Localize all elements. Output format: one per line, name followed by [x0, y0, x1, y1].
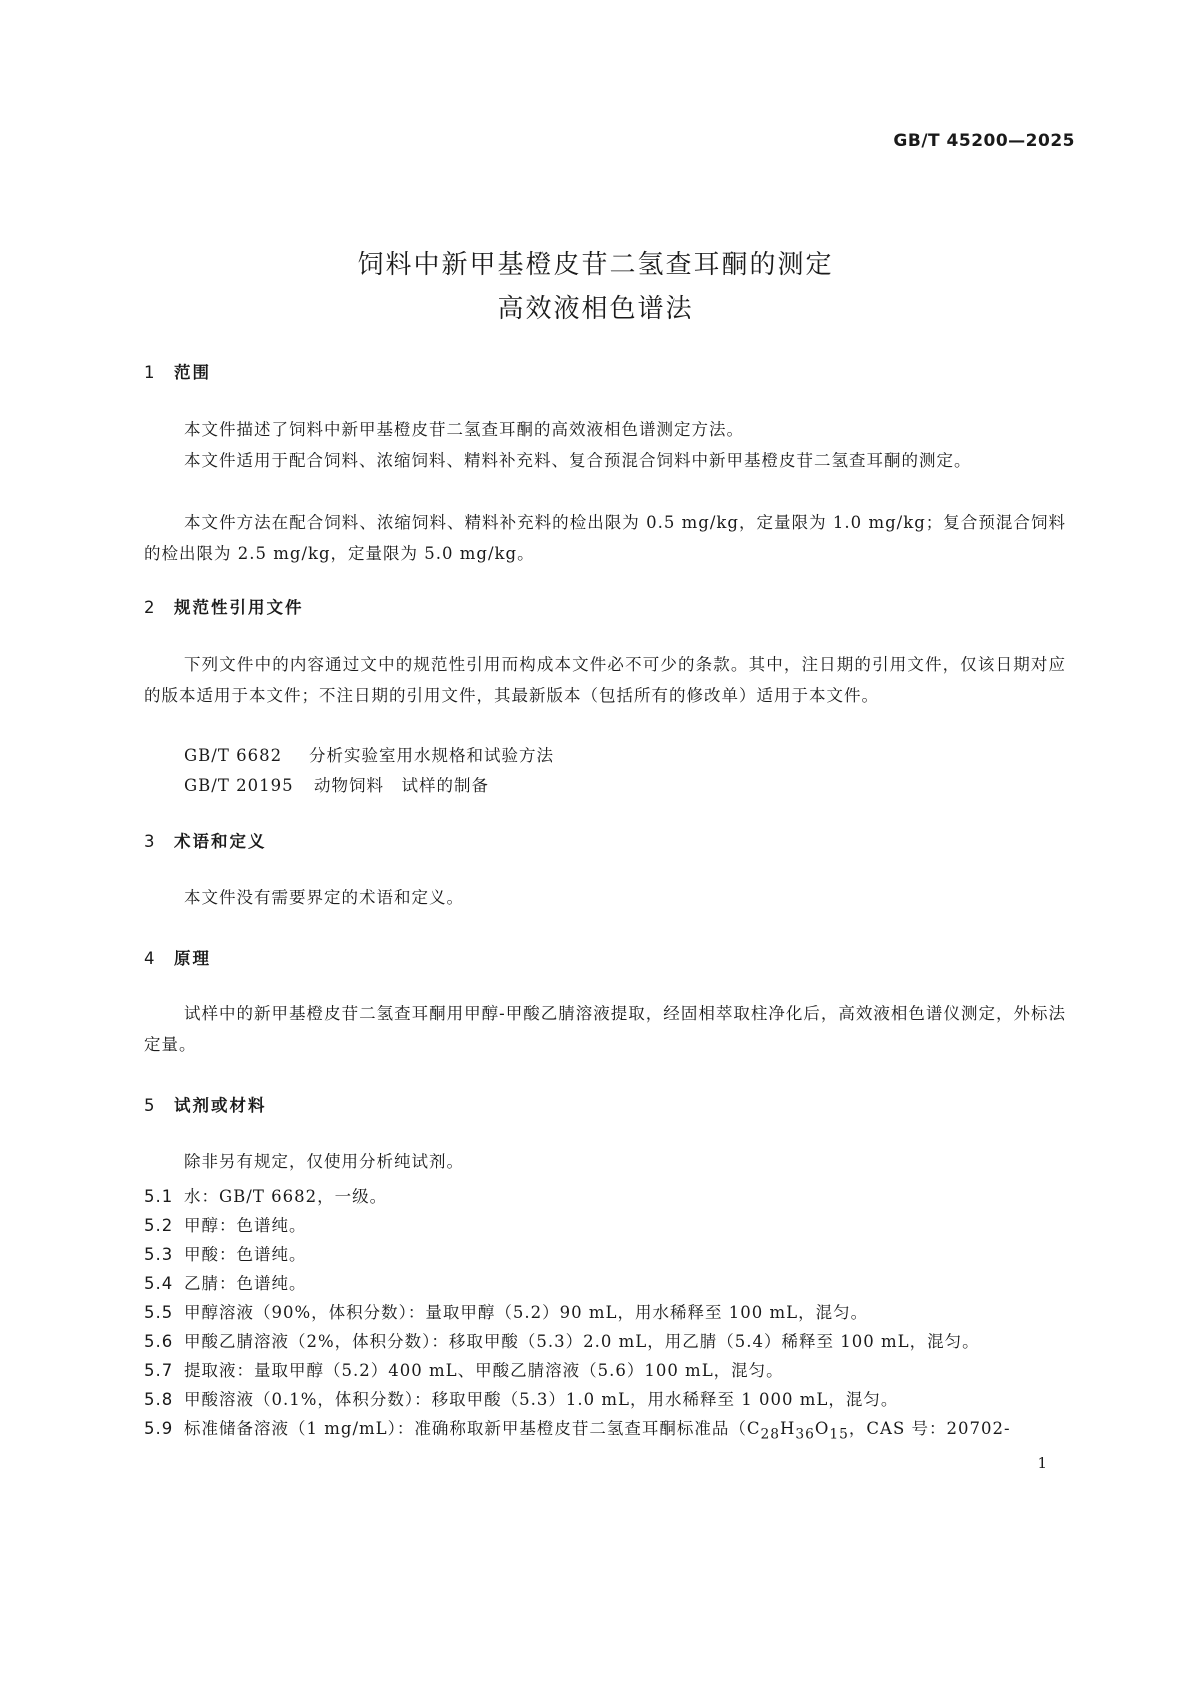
- paragraph: 本文件没有需要界定的术语和定义。: [184, 888, 464, 907]
- section-title: 试剂或材料: [174, 1096, 267, 1115]
- paragraph: 下列文件中的内容通过文中的规范性引用而构成本文件必不可少的条款。其中，注日期的引用文件，仅该日期对应的版本适用于本文件；不注日期的引用文件，其最新版本（包括所有的修改单）适用于本文件。: [144, 655, 1066, 705]
- section-number: 3: [144, 832, 157, 851]
- reference-code: GB/T 20195: [184, 776, 294, 795]
- reference-title: 分析实验室用水规格和试验方法: [309, 746, 554, 765]
- paragraph: 本文件描述了饲料中新甲基橙皮苷二氢查耳酮的高效液相色谱测定方法。: [184, 420, 744, 439]
- list-item: [144, 1415, 1066, 1442]
- section-title: 规范性引用文件: [174, 598, 304, 617]
- item-text: [184, 1419, 1011, 1443]
- section-5-heading: [144, 1092, 267, 1116]
- item-number: 5.4: [144, 1274, 174, 1293]
- item-text: 提取液：量取甲醇（5.2）400 mL、甲酸乙腈溶液（5.6）100 mL，混匀。: [184, 1361, 784, 1380]
- item-text-part: ，CAS 号：20702-: [848, 1419, 1011, 1438]
- paragraph: 除非另有规定，仅使用分析纯试剂。: [184, 1152, 464, 1171]
- section-1-heading: [144, 359, 211, 383]
- item-number: 5.6: [144, 1332, 174, 1351]
- subscript: 28: [760, 1426, 780, 1443]
- item-text: 甲醇溶液（90%，体积分数）：量取甲醇（5.2）90 mL，用水稀释至 100 mL，混匀。: [184, 1303, 869, 1322]
- item-text: 水：GB/T 6682，一级。: [184, 1187, 388, 1206]
- item-text: 甲酸乙腈溶液（2%，体积分数）：移取甲酸（5.3）2.0 mL，用乙腈（5.4）稀释至 100 mL，混匀。: [184, 1332, 980, 1351]
- item-number: 5.9: [144, 1419, 174, 1438]
- item-text-part: H: [780, 1419, 796, 1438]
- item-number: 5.5: [144, 1303, 174, 1322]
- list-item: [144, 1386, 1066, 1410]
- standard-code: GB/T 45200—2025: [893, 131, 1075, 151]
- paragraph: 试样中的新甲基橙皮苷二氢查耳酮用甲醇-甲酸乙腈溶液提取，经固相萃取柱净化后，高效液相色谱仪测定，外标法定量。: [144, 1004, 1066, 1054]
- item-text-part: O: [814, 1419, 830, 1438]
- item-text: 甲醇：色谱纯。: [184, 1216, 307, 1235]
- item-number: 5.2: [144, 1216, 174, 1235]
- reference-code: GB/T 6682: [184, 746, 283, 765]
- list-item: [144, 1357, 1066, 1381]
- section-3-heading: [144, 828, 267, 852]
- paragraph: 本文件适用于配合饲料、浓缩饲料、精料补充料、复合预混合饲料中新甲基橙皮苷二氢查耳酮的测定。: [184, 451, 972, 470]
- item-text-part: 标准储备溶液（1 mg/mL）：准确称取新甲基橙皮苷二氢查耳酮标准品（C: [184, 1419, 761, 1438]
- item-text: 甲酸溶液（0.1%，体积分数）：移取甲酸（5.3）1.0 mL，用水稀释至 1 000 mL，混匀。: [184, 1390, 899, 1409]
- reference-entry: [184, 742, 554, 766]
- list-item: [144, 1183, 1066, 1207]
- reference-title: 动物饲料 试样的制备: [314, 776, 489, 795]
- section-number: 5: [144, 1096, 157, 1115]
- list-item: [144, 1212, 1066, 1236]
- item-number: 5.1: [144, 1187, 174, 1206]
- reference-entry: [184, 772, 489, 796]
- section-title: 范围: [174, 363, 211, 382]
- item-number: 5.8: [144, 1390, 174, 1409]
- list-item: [144, 1328, 1066, 1352]
- list-item: [144, 1299, 1066, 1323]
- section-number: 2: [144, 598, 157, 617]
- section-title: 术语和定义: [174, 832, 267, 851]
- paragraph: 本文件方法在配合饲料、浓缩饲料、精料补充料的检出限为 0.5 mg/kg，定量限为 1.0 mg/kg；复合预混合饲料的检出限为 2.5 mg/kg，定量限为 5.0 mg/kg。: [144, 513, 1066, 563]
- list-item: [144, 1241, 1066, 1265]
- item-text: 甲酸：色谱纯。: [184, 1245, 307, 1264]
- section-number: 1: [144, 363, 157, 382]
- subscript: 36: [795, 1426, 815, 1443]
- section-2-heading: [144, 594, 304, 618]
- section-number: 4: [144, 949, 157, 968]
- document-subtitle: 高效液相色谱法: [497, 294, 694, 324]
- item-number: 5.3: [144, 1245, 174, 1264]
- item-text: 乙腈：色谱纯。: [184, 1274, 307, 1293]
- subscript: 15: [829, 1426, 849, 1443]
- section-title: 原理: [174, 949, 211, 968]
- item-number: 5.7: [144, 1361, 174, 1380]
- document-title: 饲料中新甲基橙皮苷二氢查耳酮的测定: [357, 250, 834, 280]
- list-item: [144, 1270, 1066, 1294]
- section-4-heading: [144, 945, 211, 969]
- page-number: 1: [1037, 1454, 1047, 1472]
